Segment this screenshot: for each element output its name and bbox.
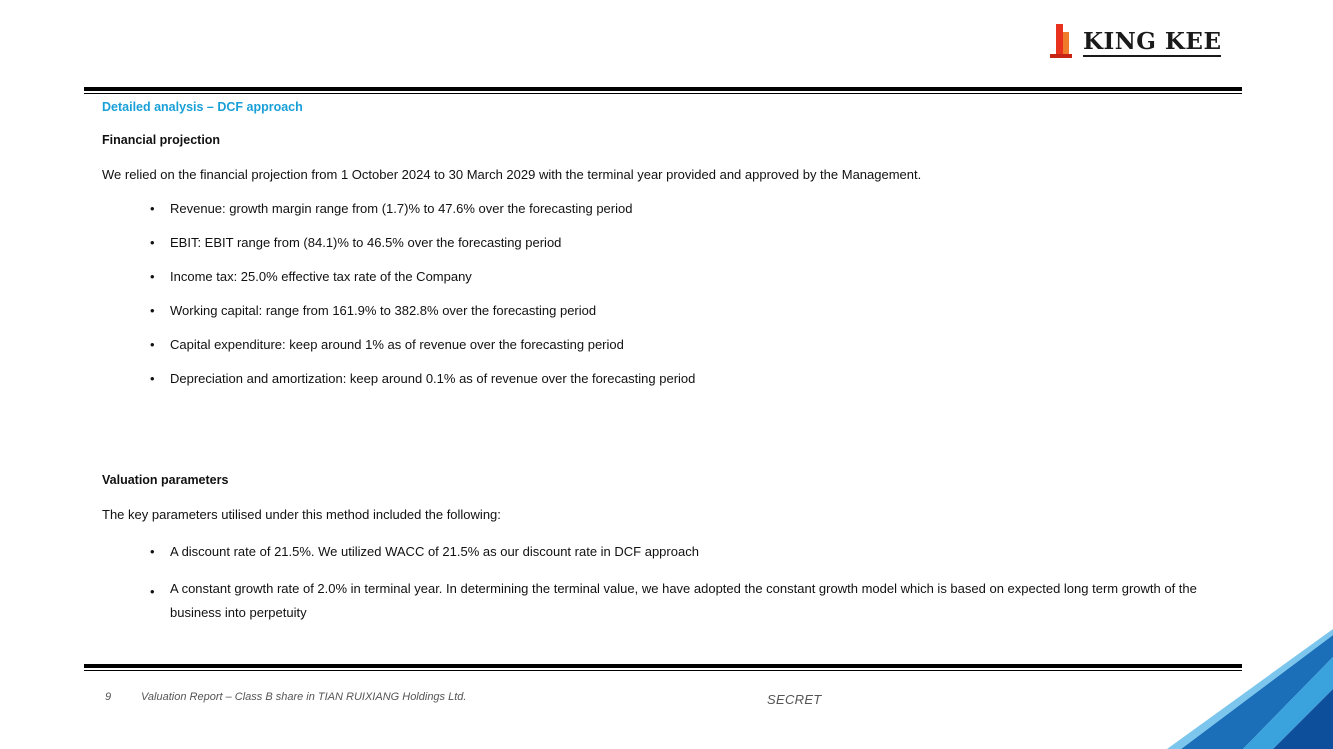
bullet-icon: • bbox=[150, 269, 155, 284]
classification-label: SECRET bbox=[767, 692, 822, 707]
bullet-icon: • bbox=[150, 337, 155, 352]
list-item-text: Working capital: range from 161.9% to 382.8% over the forecasting period bbox=[170, 303, 597, 318]
bullet-icon: • bbox=[150, 584, 155, 599]
valuation-parameters-intro: The key parameters utilised under this method included the following: bbox=[102, 507, 501, 522]
list-item bbox=[150, 370, 695, 404]
footer-rule-thin bbox=[84, 670, 1242, 671]
bullet-icon: • bbox=[150, 235, 155, 250]
header-rule-thin bbox=[84, 93, 1242, 94]
bullet-icon: • bbox=[150, 201, 155, 216]
list-item-text: A constant growth rate of 2.0% in terminal year. In determining the terminal value, we have adopted the constant growth model which is based on expected long term growth of the business into perpetuity bbox=[170, 581, 1197, 620]
bullet-icon: • bbox=[150, 371, 155, 386]
list-item bbox=[150, 268, 695, 302]
list-item-text: Capital expenditure: keep around 1% as of revenue over the forecasting period bbox=[170, 337, 624, 352]
list-item bbox=[150, 543, 1230, 580]
list-item bbox=[150, 234, 695, 268]
header-rule-thick bbox=[84, 87, 1242, 91]
footer-rule-thick bbox=[84, 664, 1242, 668]
list-item-text: Revenue: growth margin range from (1.7)% to 47.6% over the forecasting period bbox=[170, 201, 633, 216]
logo-wordmark: KING KEE bbox=[1083, 28, 1222, 55]
list-item-text: EBIT: EBIT range from (84.1)% to 46.5% over the forecasting period bbox=[170, 235, 562, 250]
financial-projection-intro: We relied on the financial projection from 1 October 2024 to 30 March 2029 with the terminal year provided and approved by the Management. bbox=[102, 167, 922, 182]
list-item bbox=[150, 200, 695, 234]
list-item-text: Income tax: 25.0% effective tax rate of the Company bbox=[170, 269, 472, 284]
list-item-text: A discount rate of 21.5%. We utilized WACC of 21.5% as our discount rate in DCF approach bbox=[170, 544, 699, 559]
footer-report-title: Valuation Report – Class B share in TIAN RUIXIANG Holdings Ltd. bbox=[141, 691, 467, 703]
list-item-text: Depreciation and amortization: keep around 0.1% as of revenue over the forecasting period bbox=[170, 371, 696, 386]
bullet-icon: • bbox=[150, 544, 155, 559]
list-item bbox=[150, 336, 695, 370]
list-item bbox=[150, 577, 1230, 625]
valuation-parameters-list bbox=[150, 543, 1230, 625]
list-item bbox=[150, 302, 695, 336]
financial-projection-list bbox=[150, 200, 695, 404]
corner-stripes-decoration bbox=[1153, 629, 1333, 749]
valuation-parameters-heading: Valuation parameters bbox=[102, 473, 229, 487]
bullet-icon: • bbox=[150, 303, 155, 318]
page-number: 9 bbox=[105, 691, 112, 703]
king-kee-logo bbox=[1048, 22, 1240, 60]
section-title: Detailed analysis – DCF approach bbox=[102, 100, 303, 114]
financial-projection-heading: Financial projection bbox=[102, 133, 221, 147]
king-kee-logo-mark-icon bbox=[1048, 22, 1078, 60]
